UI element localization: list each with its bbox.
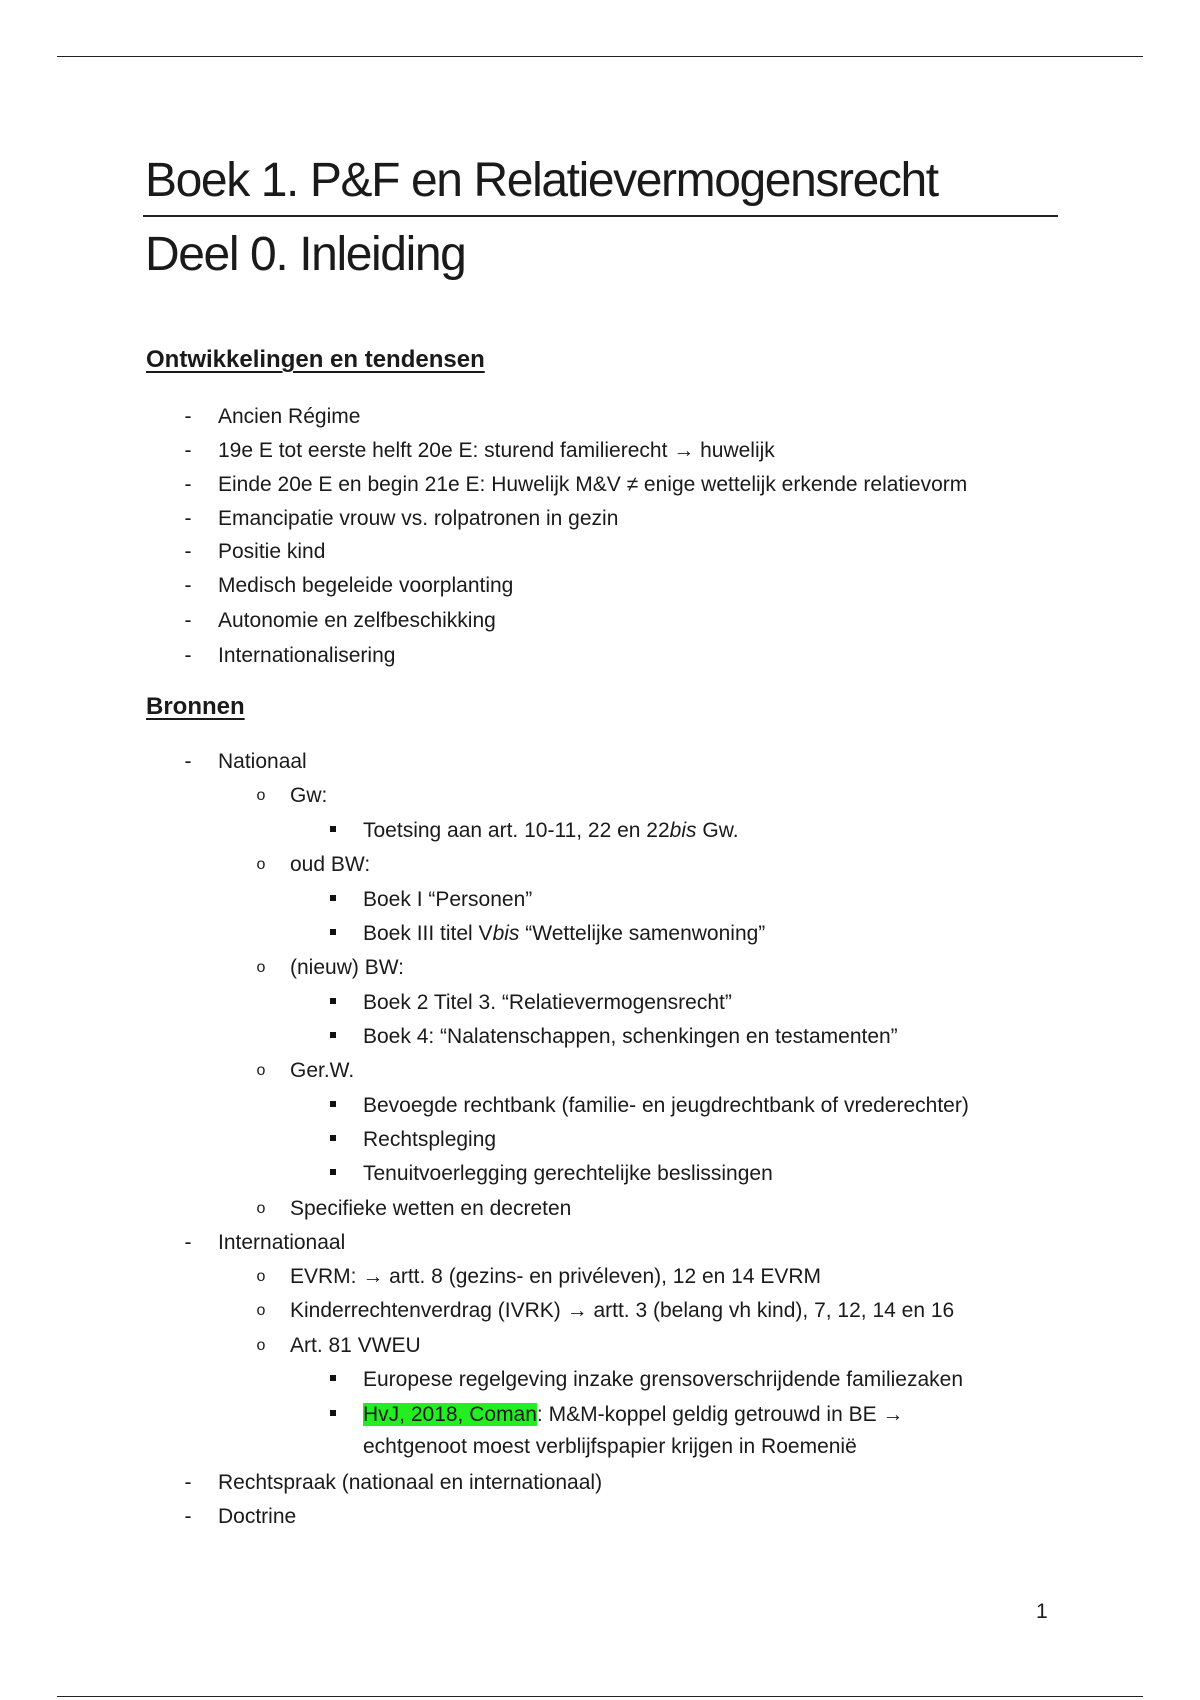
- highlighted-case-reference: HvJ, 2018, Coman: [363, 1403, 537, 1426]
- list-item: Bevoegde rechtbank (familie- en jeugdrechtbank of vrederechter): [363, 1094, 969, 1117]
- circle-bullet: o: [256, 1337, 266, 1354]
- document-subtitle: Deel 0. Inleiding: [145, 228, 466, 281]
- text-segment: “Wettelijke samenwoning”: [519, 922, 766, 945]
- square-bullet: [328, 990, 338, 1016]
- square-bullet: [328, 1093, 338, 1119]
- italic-text: bis: [492, 922, 520, 945]
- list-item: Ger.W.: [290, 1059, 355, 1082]
- square-bullet: [328, 1161, 338, 1187]
- list-item: Autonomie en zelfbeschikking: [218, 609, 496, 632]
- text-segment: : M&M-koppel geldig getrouwd in BE →: [536, 1403, 904, 1426]
- circle-bullet: o: [256, 787, 266, 804]
- list-item: Emancipatie vrouw vs. rolpatronen in gezin: [218, 507, 619, 530]
- list-item: Medisch begeleide voorplanting: [218, 574, 514, 597]
- list-item: Internationaal: [218, 1231, 346, 1254]
- circle-bullet: o: [256, 1302, 266, 1319]
- italic-text: bis: [669, 819, 697, 842]
- list-item: 19e E tot eerste helft 20e E: sturend familierecht → huwelijk: [218, 439, 775, 462]
- dash-bullet: -: [184, 609, 192, 632]
- square-bullet: [328, 818, 338, 844]
- circle-bullet: o: [256, 1062, 266, 1079]
- dash-bullet: -: [184, 1505, 192, 1528]
- list-item: Boek 2 Titel 3. “Relatievermogensrecht”: [363, 991, 732, 1014]
- square-bullet: [328, 1127, 338, 1153]
- square-bullet: [328, 921, 338, 947]
- section-heading-ontwikkelingen: Ontwikkelingen en tendensen: [146, 346, 485, 373]
- circle-bullet: o: [256, 1200, 266, 1217]
- list-item: Tenuitvoerlegging gerechtelijke beslissingen: [363, 1162, 773, 1185]
- dash-bullet: -: [184, 1471, 192, 1494]
- dash-bullet: -: [184, 439, 192, 462]
- title-underline: [143, 215, 1058, 217]
- square-bullet: [328, 887, 338, 913]
- square-bullet: [328, 1024, 338, 1050]
- section-heading-bronnen: Bronnen: [146, 693, 245, 720]
- list-item: EVRM: → artt. 8 (gezins- en privéleven), 12 en 14 EVRM: [290, 1265, 822, 1288]
- list-item: Internationalisering: [218, 644, 396, 667]
- list-item: [363, 1402, 903, 1428]
- page-header-rule: [57, 56, 1143, 57]
- text-segment: Gw.: [696, 819, 739, 842]
- dash-bullet: -: [184, 540, 192, 563]
- circle-bullet: o: [256, 959, 266, 976]
- list-item: (nieuw) BW:: [290, 956, 404, 979]
- list-item: Positie kind: [218, 540, 326, 563]
- dash-bullet: -: [184, 473, 192, 496]
- dash-bullet: -: [184, 405, 192, 428]
- list-item: Einde 20e E en begin 21e E: Huwelijk M&V ≠ enige wettelijk erkende relatievorm: [218, 473, 968, 496]
- circle-bullet: o: [256, 856, 266, 873]
- list-item-continuation: echtgenoot moest verblijfspapier krijgen in Roemenië: [363, 1435, 857, 1458]
- page-number: 1: [1036, 1600, 1048, 1623]
- list-item: Art. 81 VWEU: [290, 1334, 421, 1357]
- list-item: Doctrine: [218, 1505, 297, 1528]
- dash-bullet: -: [184, 750, 192, 773]
- list-item: Kinderrechtenverdrag (IVRK) → artt. 3 (belang vh kind), 7, 12, 14 en 16: [290, 1299, 955, 1322]
- list-item: Gw:: [290, 784, 328, 807]
- dash-bullet: -: [184, 574, 192, 597]
- dash-bullet: -: [184, 644, 192, 667]
- circle-bullet: o: [256, 1268, 266, 1285]
- list-item: [363, 818, 739, 844]
- list-item: Boek I “Personen”: [363, 888, 533, 911]
- text-segment: Boek III titel V: [363, 922, 493, 945]
- list-item: oud BW:: [290, 853, 371, 876]
- list-item: Rechtspleging: [363, 1128, 497, 1151]
- list-item: Specifieke wetten en decreten: [290, 1197, 572, 1220]
- page-footer-rule: [57, 1696, 1143, 1697]
- square-bullet: [328, 1367, 338, 1393]
- list-item: Nationaal: [218, 750, 307, 773]
- document-title: Boek 1. P&F en Relatievermogensrecht: [145, 154, 938, 207]
- text-segment: Toetsing aan art. 10-11, 22 en 22: [363, 819, 670, 842]
- square-bullet: [328, 1402, 338, 1428]
- list-item: Rechtspraak (nationaal en internationaal): [218, 1471, 603, 1494]
- list-item: Europese regelgeving inzake grensoverschrijdende familiezaken: [363, 1368, 964, 1391]
- list-item: Boek 4: “Nalatenschappen, schenkingen en testamenten”: [363, 1025, 898, 1048]
- dash-bullet: -: [184, 1231, 192, 1254]
- list-item: [363, 921, 765, 947]
- list-item: Ancien Régime: [218, 405, 361, 428]
- dash-bullet: -: [184, 507, 192, 530]
